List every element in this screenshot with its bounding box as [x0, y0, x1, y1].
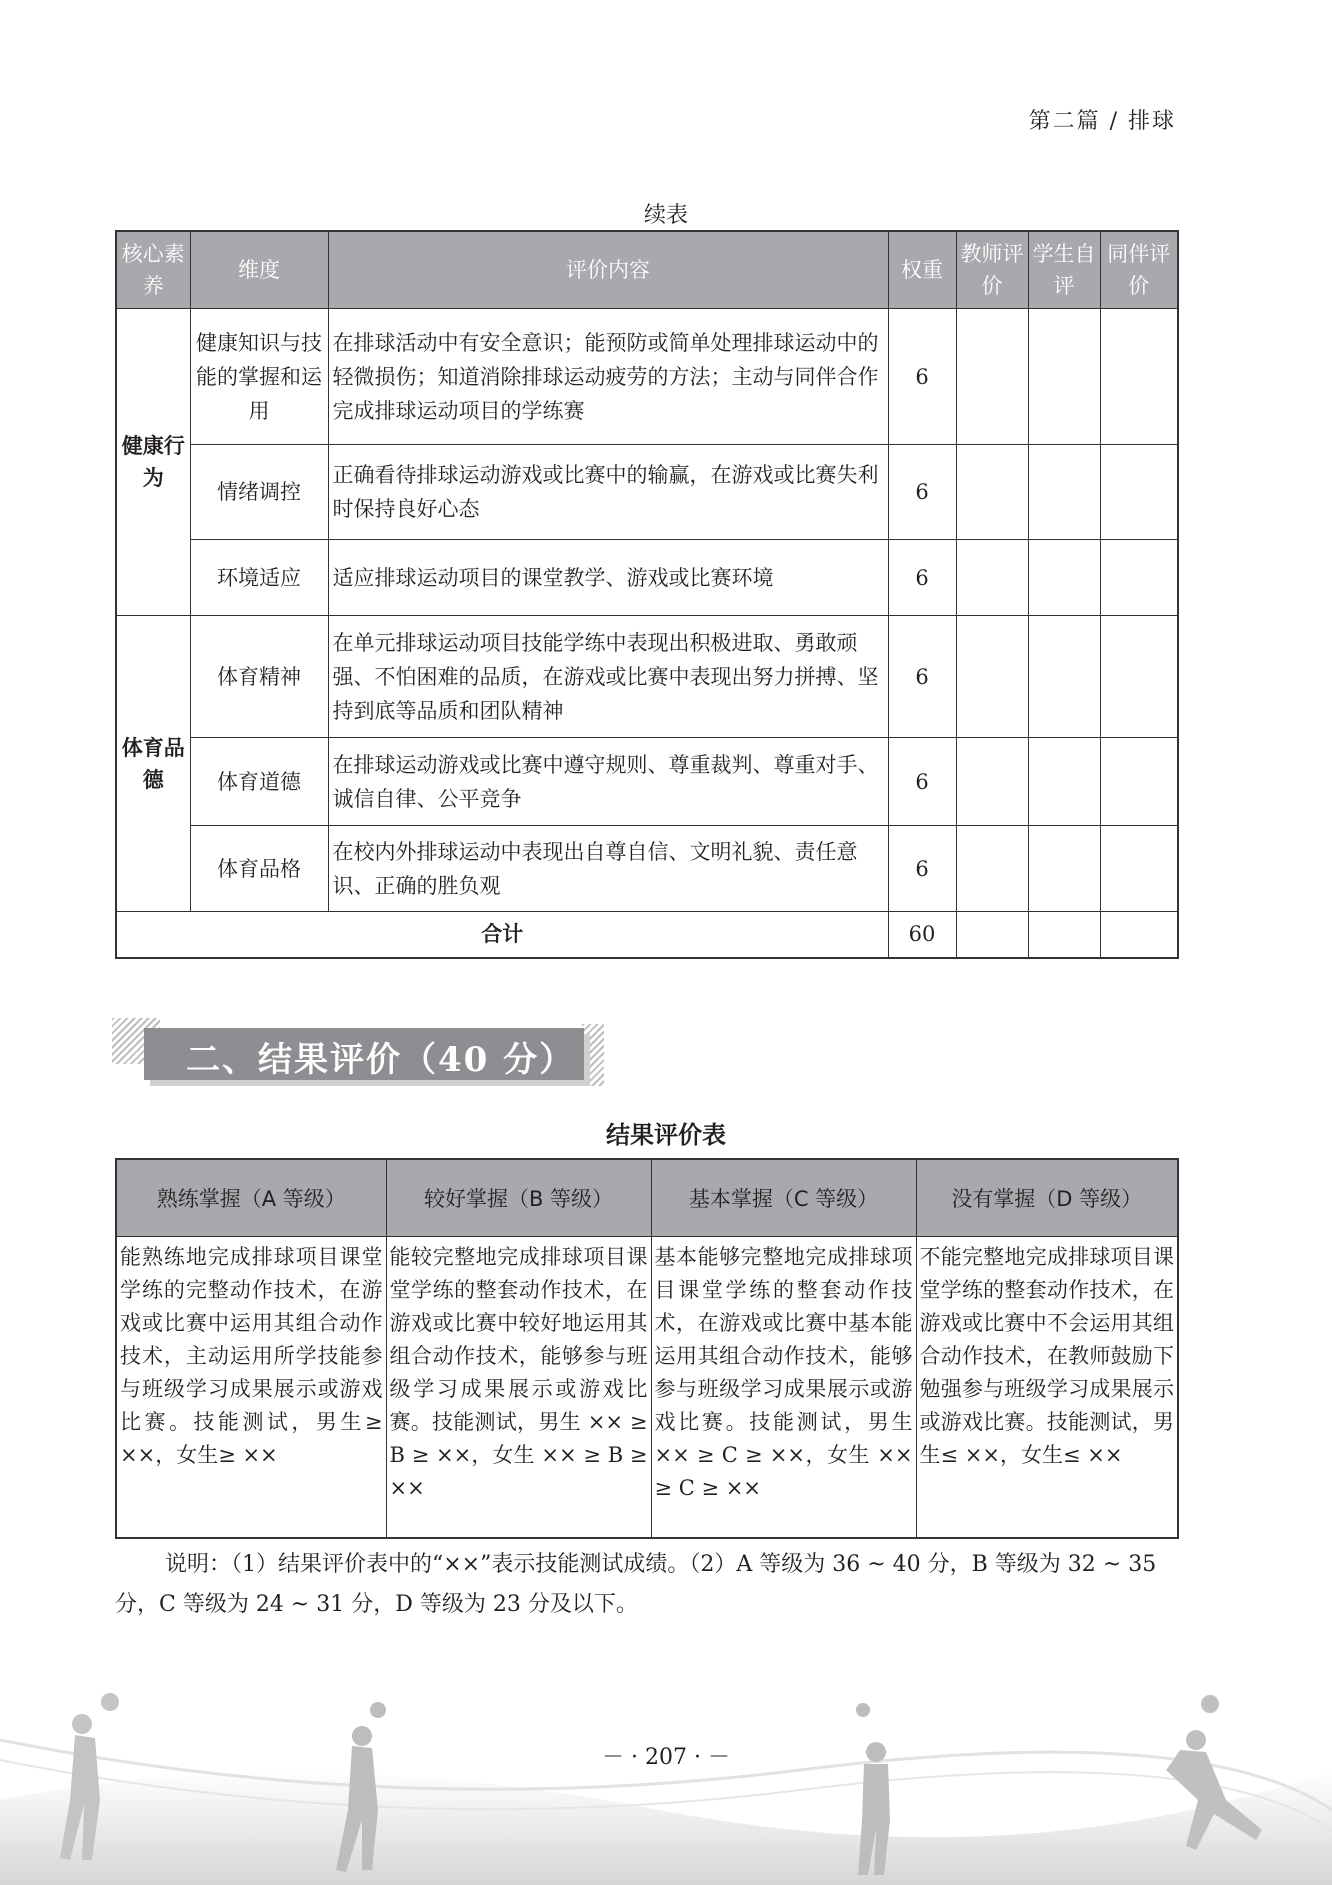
- teacher-eval-cell[interactable]: [956, 912, 1028, 958]
- content-cell: 在排球活动中有安全意识；能预防或简单处理排球运动中的轻微损伤；知道消除排球运动疲劳的方法；主动与同伴合作完成排球运动项目的学练赛: [328, 309, 888, 445]
- total-label: 合计: [116, 912, 888, 958]
- content-cell: 在单元排球运动项目技能学练中表现出积极进取、勇敢顽强、不怕困难的品质，在游戏或比赛中表现出努力拼搏、坚持到底等品质和团队精神: [328, 616, 888, 738]
- grade-c-criteria: 基本能够完整地完成排球项目课堂学练的整套动作技术，在游戏或比赛中基本能运用其组合动作技术，能够参与班级学习成果展示或游戏比赛。技能测试，男生 ×× ≥ C ≥ ××，女生 ×× ≥ C ≥ ××: [651, 1237, 916, 1539]
- peer-eval-cell[interactable]: [1100, 445, 1178, 540]
- table-row: [116, 445, 1178, 540]
- content-cell: 在校内外排球运动中表现出自尊自信、文明礼貌、责任意识、正确的胜负观: [328, 826, 888, 912]
- volleyball-players-illustration: [0, 1680, 1332, 1885]
- grade-b-header: 较好掌握（B 等级）: [386, 1159, 651, 1237]
- banner-stripe-decoration: [582, 1024, 604, 1086]
- teacher-eval-cell[interactable]: [956, 445, 1028, 540]
- table-row: [116, 540, 1178, 616]
- peer-eval-cell[interactable]: [1100, 738, 1178, 826]
- self-eval-cell[interactable]: [1028, 616, 1100, 738]
- col-header-peer: 同伴评价: [1100, 231, 1178, 309]
- self-eval-cell[interactable]: [1028, 912, 1100, 958]
- peer-eval-cell[interactable]: [1100, 616, 1178, 738]
- dimension-cell: 体育品格: [190, 826, 328, 912]
- self-eval-cell[interactable]: [1028, 738, 1100, 826]
- page-number: － · 207 · －: [602, 1745, 730, 1770]
- col-header-dimension: 维度: [190, 231, 328, 309]
- section-banner: [112, 1018, 592, 1088]
- table-header-row: [116, 1159, 1178, 1237]
- weight-cell: 6: [888, 738, 956, 826]
- teacher-eval-cell[interactable]: [956, 738, 1028, 826]
- table-row: [116, 738, 1178, 826]
- grade-d-criteria: 不能完整地完成排球项目课堂学练的整套动作技术，在游戏或比赛中不会运用其组合动作技术，在教师鼓励下勉强参与班级学习成果展示或游戏比赛。技能测试，男生≤ ××，女生≤ ××: [916, 1237, 1178, 1539]
- core-cell-morality: 体育品德: [116, 616, 190, 912]
- teacher-eval-cell[interactable]: [956, 309, 1028, 445]
- result-table-caption: 结果评价表: [606, 1121, 726, 1149]
- self-eval-cell[interactable]: [1028, 826, 1100, 912]
- teacher-eval-cell[interactable]: [956, 616, 1028, 738]
- weight-cell: 6: [888, 309, 956, 445]
- grade-a-criteria: 能熟练地完成排球项目课堂学练的完整动作技术，在游戏或比赛中运用其组合动作技术，主动运用所学技能参与班级学习成果展示或游戏比赛。技能测试，男生≥ ××，女生≥ ××: [116, 1237, 386, 1539]
- col-header-teacher: 教师评价: [956, 231, 1028, 309]
- content-cell: 适应排球运动项目的课堂教学、游戏或比赛环境: [328, 540, 888, 616]
- total-weight: 60: [888, 912, 956, 958]
- col-header-core: 核心素养: [116, 231, 190, 309]
- table-header-row: [116, 231, 1178, 309]
- grade-d-header: 没有掌握（D 等级）: [916, 1159, 1178, 1237]
- table-row: [116, 616, 1178, 738]
- dimension-cell: 体育道德: [190, 738, 328, 826]
- content-cell: 正确看待排球运动游戏或比赛中的输赢，在游戏或比赛失利时保持良好心态: [328, 445, 888, 540]
- weight-cell: 6: [888, 826, 956, 912]
- dimension-cell: 情绪调控: [190, 445, 328, 540]
- table-continued-caption: 续表: [643, 203, 688, 228]
- total-row: [116, 912, 1178, 958]
- weight-cell: 6: [888, 445, 956, 540]
- process-evaluation-table: [115, 230, 1179, 959]
- explanation-note: 说明：（1）结果评价表中的“××”表示技能测试成绩。（2）A 等级为 36 ~ 40 分，B 等级为 32 ~ 35 分，C 等级为 24 ~ 31 分，D 等级为 23 分及以下。: [115, 1552, 1157, 1617]
- weight-cell: 6: [888, 540, 956, 616]
- teacher-eval-cell[interactable]: [956, 540, 1028, 616]
- col-header-content: 评价内容: [328, 231, 888, 309]
- running-header: 第二篇 / 排球: [1028, 109, 1176, 134]
- dimension-cell: 体育精神: [190, 616, 328, 738]
- grade-c-header: 基本掌握（C 等级）: [651, 1159, 916, 1237]
- peer-eval-cell[interactable]: [1100, 912, 1178, 958]
- section-title: 二、结果评价（40 分）: [186, 1040, 576, 1080]
- core-cell-health: 健康行为: [116, 309, 190, 616]
- col-header-self: 学生自评: [1028, 231, 1100, 309]
- table-row: [116, 826, 1178, 912]
- self-eval-cell[interactable]: [1028, 309, 1100, 445]
- grade-a-header: 熟练掌握（A 等级）: [116, 1159, 386, 1237]
- dimension-cell: 环境适应: [190, 540, 328, 616]
- table-row: [116, 309, 1178, 445]
- content-cell: 在排球运动游戏或比赛中遵守规则、尊重裁判、尊重对手、诚信自律、公平竞争: [328, 738, 888, 826]
- table-row: [116, 1237, 1178, 1539]
- peer-eval-cell[interactable]: [1100, 309, 1178, 445]
- peer-eval-cell[interactable]: [1100, 540, 1178, 616]
- teacher-eval-cell[interactable]: [956, 826, 1028, 912]
- peer-eval-cell[interactable]: [1100, 826, 1178, 912]
- weight-cell: 6: [888, 616, 956, 738]
- grade-b-criteria: 能较完整地完成排球项目课堂学练的整套动作技术，在游戏或比赛中较好地运用其组合动作技术，能够参与班级学习成果展示或游戏比赛。技能测试，男生 ×× ≥ B ≥ ××，女生 ×× ≥ B ≥ ××: [386, 1237, 651, 1539]
- self-eval-cell[interactable]: [1028, 445, 1100, 540]
- col-header-weight: 权重: [888, 231, 956, 309]
- result-evaluation-table: [115, 1158, 1179, 1539]
- dimension-cell: 健康知识与技能的掌握和运用: [190, 309, 328, 445]
- self-eval-cell[interactable]: [1028, 540, 1100, 616]
